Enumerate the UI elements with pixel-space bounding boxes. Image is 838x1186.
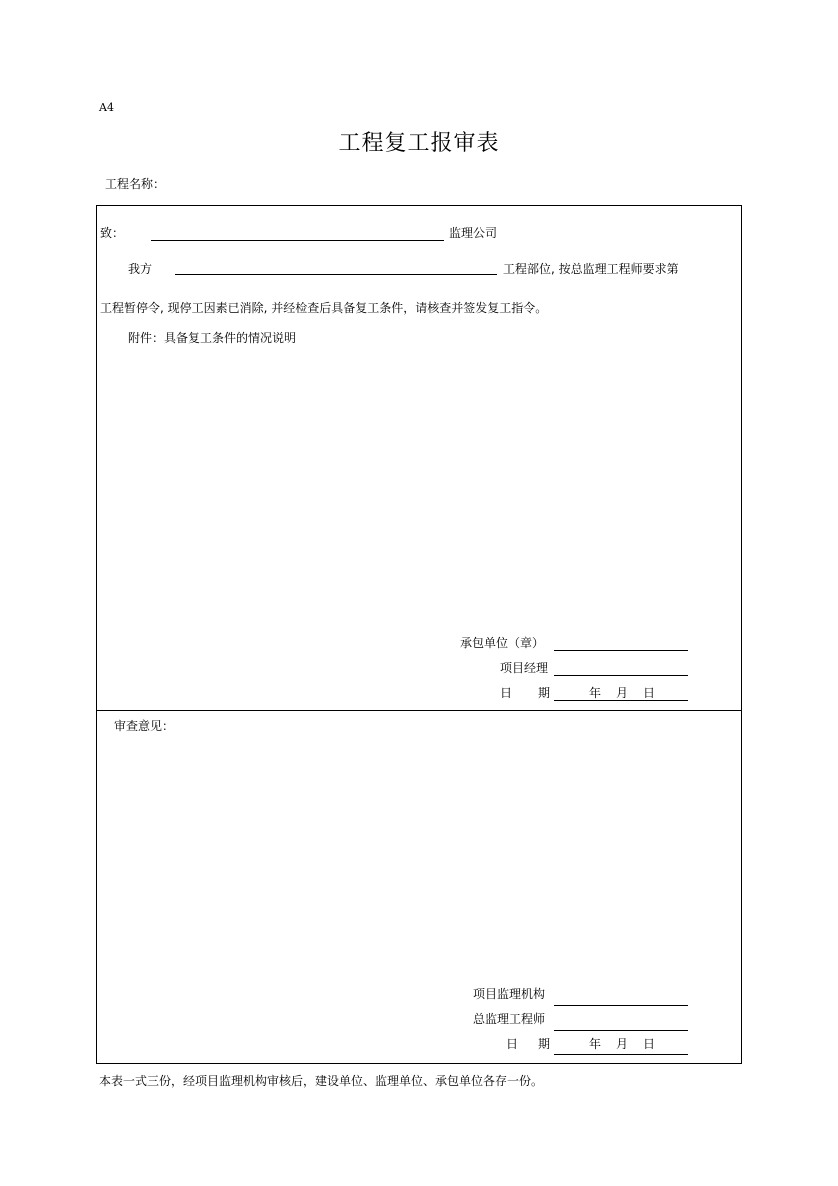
supervisor-company-label: 监理公司	[449, 226, 498, 240]
attachment-label: 附件：具备复工条件的情况说明	[128, 331, 297, 345]
review-month-label: 月	[616, 1037, 629, 1051]
manager-label: 项目经理	[500, 661, 549, 675]
supervision-org-label: 项目监理机构	[473, 987, 546, 1001]
we-label: 我方	[128, 262, 153, 276]
to-label: 致：	[100, 226, 125, 240]
date-label-char1: 日	[500, 686, 513, 700]
day-label: 日	[643, 686, 656, 700]
year-label: 年	[589, 686, 602, 700]
footer-note: 本表一式三份，经项目监理机构审核后，建设单位、监理单位、承包单位各存一份。	[99, 1074, 544, 1088]
recipient-underline[interactable]	[151, 240, 444, 241]
review-year-label: 年	[589, 1037, 602, 1051]
review-date-underline[interactable]	[554, 1054, 688, 1055]
section-divider	[97, 710, 741, 711]
date-label-char2: 期	[538, 686, 551, 700]
contractor-label: 承包单位（章）	[460, 636, 545, 650]
project-name-label: 工程名称：	[105, 177, 166, 191]
manager-underline[interactable]	[554, 675, 688, 676]
chief-engineer-label: 总监理工程师	[473, 1012, 546, 1026]
review-opinion-label: 审查意见：	[114, 719, 175, 733]
review-date-label-char1: 日	[506, 1037, 519, 1051]
review-date-label-char2: 期	[538, 1037, 551, 1051]
chief-engineer-underline[interactable]	[554, 1030, 688, 1031]
line1-tail: 工程部位, 按总监理工程师要求第	[503, 262, 679, 276]
review-day-label: 日	[643, 1037, 656, 1051]
page-title: 工程复工报审表	[338, 131, 500, 156]
statement-line: 工程暂停令, 现停工因素已消除, 并经检查后具备复工条件，请核查并签发复工指令。	[100, 301, 548, 315]
month-label: 月	[616, 686, 629, 700]
form-code: A4	[99, 101, 114, 114]
contractor-underline[interactable]	[554, 650, 688, 651]
date-underline[interactable]	[554, 700, 688, 701]
supervision-org-underline[interactable]	[554, 1005, 688, 1006]
project-part-underline[interactable]	[175, 274, 497, 275]
